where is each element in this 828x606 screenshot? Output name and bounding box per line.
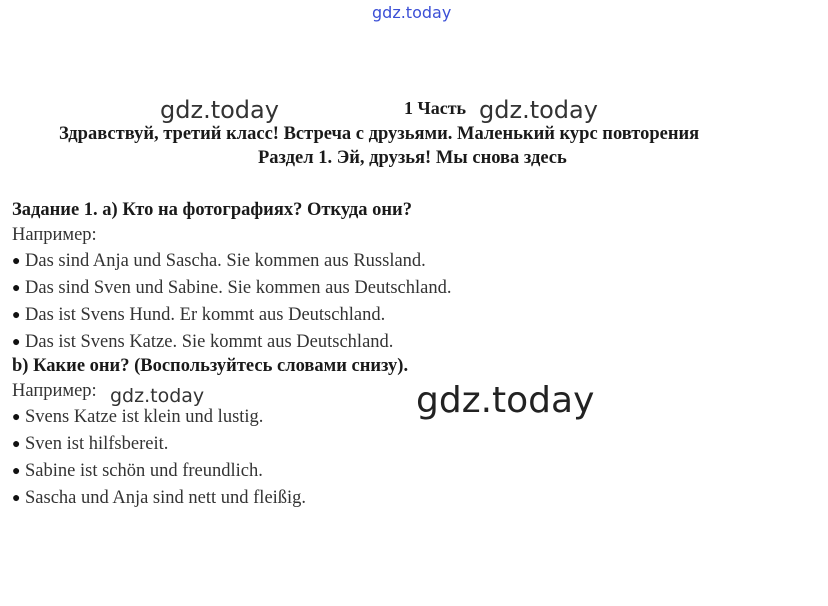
watermark-large: gdz.today — [416, 380, 595, 421]
list-item-text: Das sind Anja und Sascha. Sie kommen aus Russland. — [25, 251, 426, 271]
list-item-text: Sascha und Anja sind nett und fleißig. — [25, 488, 307, 508]
example-label-b: Например: — [12, 381, 97, 401]
part-label: 1 Часть — [404, 98, 467, 118]
example-label-a: Например: — [12, 225, 97, 245]
list-item — [12, 461, 263, 482]
task-1-heading: Задание 1. a) Кто на фотографиях? Откуда они? — [12, 200, 412, 220]
page-title: Здравствуй, третий класс! Встреча с друзьями. Маленький курс повторения — [59, 124, 700, 144]
bullet-icon: ● — [12, 308, 21, 323]
watermark-top: gdz.today — [372, 3, 452, 22]
list-item — [12, 332, 393, 353]
list-item-text: Svens Katze ist klein und lustig. — [25, 407, 264, 427]
watermark-small: gdz.today — [110, 385, 205, 407]
list-item-text: Sven ist hilfsbereit. — [25, 434, 169, 454]
bullet-icon: ● — [12, 410, 21, 425]
bullet-icon: ● — [12, 437, 21, 452]
watermark-left: gdz.today — [160, 96, 279, 124]
list-item — [12, 434, 168, 455]
bullet-icon: ● — [12, 254, 21, 269]
bullet-icon: ● — [12, 335, 21, 350]
task-1b-heading: b) Какие они? (Воспользуйтесь словами снизу). — [12, 356, 409, 376]
section-title: Раздел 1. Эй, друзья! Мы снова здесь — [258, 148, 567, 168]
list-item-text: Das ist Svens Hund. Er kommt aus Deutschland. — [25, 305, 386, 325]
list-item — [12, 488, 306, 509]
bullet-icon: ● — [12, 491, 21, 506]
list-item — [12, 251, 426, 272]
bullet-icon: ● — [12, 281, 21, 296]
list-item — [12, 278, 451, 299]
watermark-right: gdz.today — [479, 96, 598, 124]
list-item-text: Sabine ist schön und freundlich. — [25, 461, 263, 481]
bullet-icon: ● — [12, 464, 21, 479]
list-item — [12, 407, 263, 428]
list-item-text: Das ist Svens Katze. Sie kommt aus Deutschland. — [25, 332, 394, 352]
list-item — [12, 305, 385, 326]
list-item-text: Das sind Sven und Sabine. Sie kommen aus Deutschland. — [25, 278, 452, 298]
